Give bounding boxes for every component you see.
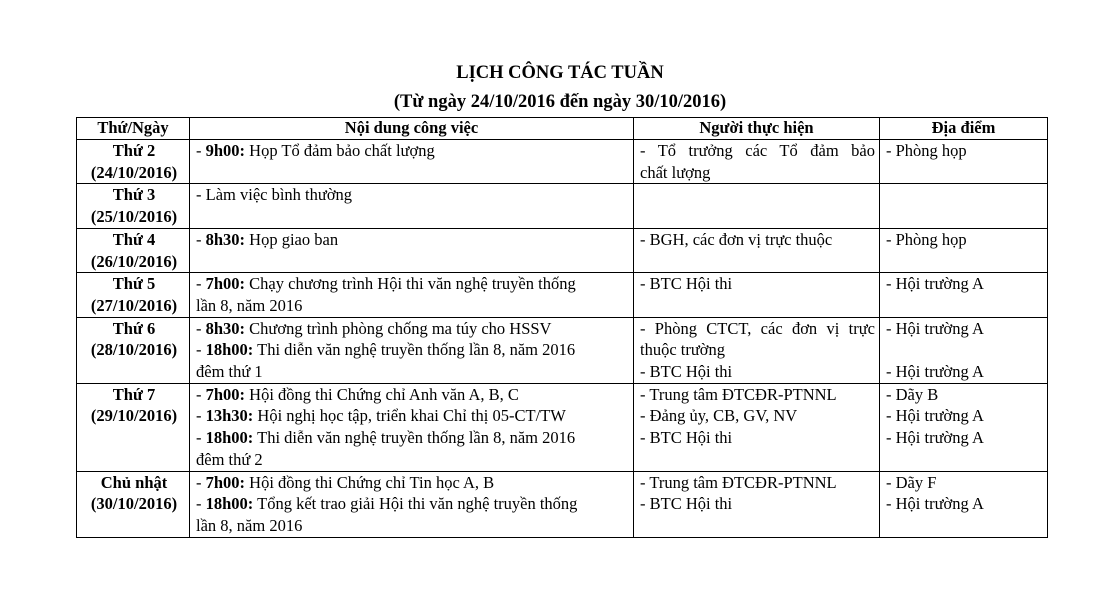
person-line: - BTC Hội thi — [640, 362, 733, 382]
content-cell — [190, 383, 634, 471]
place-cell — [880, 471, 1048, 537]
bullet-dash: - — [196, 141, 206, 160]
day-date: (30/10/2016) — [90, 494, 178, 514]
day-cell — [77, 317, 190, 383]
table-row — [77, 140, 1048, 184]
bullet-dash: - — [196, 229, 206, 249]
person-line: - BGH, các đơn vị trực thuộc — [640, 229, 833, 249]
person-line: - Trung tâm ĐTCĐR-PTNNL — [640, 384, 837, 404]
day-date: (25/10/2016) — [90, 207, 178, 227]
content-line — [196, 472, 629, 494]
content-text: Chương trình phòng chống ma túy cho HSSV — [245, 318, 552, 338]
place-line — [886, 339, 1043, 361]
table-row — [77, 471, 1048, 537]
page-title: LỊCH CÔNG TÁC TUẦN — [456, 63, 664, 83]
content-text: Hội nghị học tập, triển khai Chỉ thị 05-CT/TW — [253, 406, 566, 426]
bullet-dash: - — [196, 472, 206, 492]
day-date: (28/10/2016) — [90, 340, 178, 360]
place-line: - Phòng họp — [886, 141, 967, 160]
content-line — [196, 140, 629, 162]
day-cell — [77, 184, 190, 228]
day-cell — [77, 383, 190, 471]
bullet-dash: - — [196, 318, 206, 338]
place-line: - Hội trường A — [886, 406, 984, 426]
place-cell — [880, 317, 1048, 383]
person-line: chất lượng — [640, 162, 711, 182]
content-cell — [190, 471, 634, 537]
column-header-place: Địa điểm — [880, 118, 1048, 140]
person-line: - Trung tâm ĐTCĐR-PTNNL — [640, 472, 837, 492]
page-subtitle: (Từ ngày 24/10/2016 đến ngày 30/10/2016) — [393, 92, 727, 112]
day-name: Thứ 5 — [112, 274, 156, 294]
schedule-table — [76, 117, 1048, 538]
table-row — [77, 184, 1048, 228]
place-line: - Dãy B — [886, 384, 939, 404]
day-cell — [77, 140, 190, 184]
bullet-dash: - — [196, 384, 206, 404]
person-cell — [634, 228, 880, 272]
place-line: - Hội trường A — [886, 362, 984, 382]
table-header-row — [77, 118, 1048, 140]
content-text: đêm thứ 1 — [196, 362, 263, 382]
person-cell — [634, 317, 880, 383]
day-name: Chủ nhật — [100, 472, 168, 492]
day-date: (24/10/2016) — [90, 162, 178, 182]
place-line: - Phòng họp — [886, 229, 967, 249]
content-line — [196, 273, 629, 295]
person-line: - BTC Hội thi — [640, 274, 733, 294]
time-label: 18h00: — [205, 428, 254, 448]
person-cell — [634, 273, 880, 317]
table-row — [77, 317, 1048, 383]
day-cell — [77, 273, 190, 317]
place-cell — [880, 140, 1048, 184]
content-line — [196, 295, 629, 317]
person-cell — [634, 383, 880, 471]
time-label: 18h00: — [205, 340, 254, 360]
content-text: Thi diễn văn nghệ truyền thống lần 8, năm 2016 — [253, 428, 576, 448]
table-row — [77, 383, 1048, 471]
content-line — [196, 449, 629, 471]
place-cell — [880, 184, 1048, 228]
day-cell — [77, 471, 190, 537]
person-cell — [634, 184, 880, 228]
content-text: Tổng kết trao giải Hội thi văn nghệ truyền thống — [253, 494, 578, 514]
person-line: - Phòng CTCT, các đơn vị trực — [640, 318, 875, 338]
day-date: (27/10/2016) — [90, 295, 178, 315]
time-label: 13h30: — [205, 406, 254, 426]
person-cell — [634, 471, 880, 537]
content-text: Thi diễn văn nghệ truyền thống lần 8, năm 2016 — [253, 340, 576, 360]
person-line: - BTC Hội thi — [640, 494, 733, 514]
content-line — [196, 515, 629, 537]
day-date: (26/10/2016) — [90, 251, 178, 271]
day-cell — [77, 228, 190, 272]
content-cell — [190, 273, 634, 317]
day-name: Thứ 7 — [112, 384, 156, 404]
person-cell — [634, 140, 880, 184]
place-cell — [880, 383, 1048, 471]
content-cell — [190, 184, 634, 228]
day-name: Thứ 2 — [112, 141, 156, 160]
content-text: Hội đồng thi Chứng chỉ Anh văn A, B, C — [245, 384, 519, 404]
content-line — [196, 493, 629, 515]
time-label: 8h30: — [205, 229, 246, 249]
place-cell — [880, 273, 1048, 317]
place-cell — [880, 228, 1048, 272]
bullet-dash: - — [196, 340, 206, 360]
time-label: 7h00: — [205, 384, 246, 404]
content-line — [196, 339, 629, 361]
schedule-body — [77, 140, 1048, 538]
time-label: 9h00: — [205, 141, 246, 160]
bullet-dash: - — [196, 185, 206, 205]
person-line: - Đảng ủy, CB, GV, NV — [640, 406, 798, 426]
place-line: - Dãy F — [886, 472, 937, 492]
content-line — [196, 405, 629, 427]
place-line: - Hội trường A — [886, 318, 984, 338]
person-line: thuộc trường — [640, 340, 726, 360]
table-row — [77, 228, 1048, 272]
content-text: Chạy chương trình Hội thi văn nghệ truyền thống — [245, 274, 576, 294]
content-line — [196, 318, 629, 340]
person-line: - BTC Hội thi — [640, 428, 733, 448]
place-line: - Hội trường A — [886, 494, 984, 514]
day-name: Thứ 6 — [112, 318, 156, 338]
content-line — [196, 229, 629, 251]
day-date: (29/10/2016) — [90, 406, 178, 426]
content-text: Hội đồng thi Chứng chỉ Tin học A, B — [245, 472, 495, 492]
content-text: lần 8, năm 2016 — [196, 295, 303, 315]
time-label: 8h30: — [205, 318, 246, 338]
place-line: - Hội trường A — [886, 274, 984, 294]
content-line — [196, 384, 629, 406]
bullet-dash: - — [196, 428, 206, 448]
content-cell — [190, 317, 634, 383]
content-line — [196, 427, 629, 449]
person-line: - Tổ trưởng các Tổ đảm bảo — [640, 141, 875, 160]
content-text: Làm việc bình thường — [205, 185, 353, 205]
time-label: 7h00: — [205, 274, 246, 294]
table-row — [77, 273, 1048, 317]
bullet-dash: - — [196, 494, 206, 514]
time-label: 18h00: — [205, 494, 254, 514]
content-text: Họp Tổ đảm bảo chất lượng — [245, 141, 435, 160]
column-header-day: Thứ/Ngày — [77, 118, 190, 140]
content-line — [196, 184, 629, 206]
content-cell — [190, 228, 634, 272]
time-label: 7h00: — [205, 472, 246, 492]
column-header-person: Người thực hiện — [634, 118, 880, 140]
bullet-dash: - — [196, 406, 206, 426]
content-cell — [190, 140, 634, 184]
place-line: - Hội trường A — [886, 428, 984, 448]
content-line — [196, 361, 629, 383]
content-text: đêm thứ 2 — [196, 449, 263, 469]
bullet-dash: - — [196, 274, 206, 294]
day-name: Thứ 3 — [112, 185, 156, 205]
content-text: Họp giao ban — [245, 229, 339, 249]
content-text: lần 8, năm 2016 — [196, 515, 303, 535]
day-name: Thứ 4 — [112, 229, 156, 249]
column-header-content: Nội dung công việc — [190, 118, 634, 140]
